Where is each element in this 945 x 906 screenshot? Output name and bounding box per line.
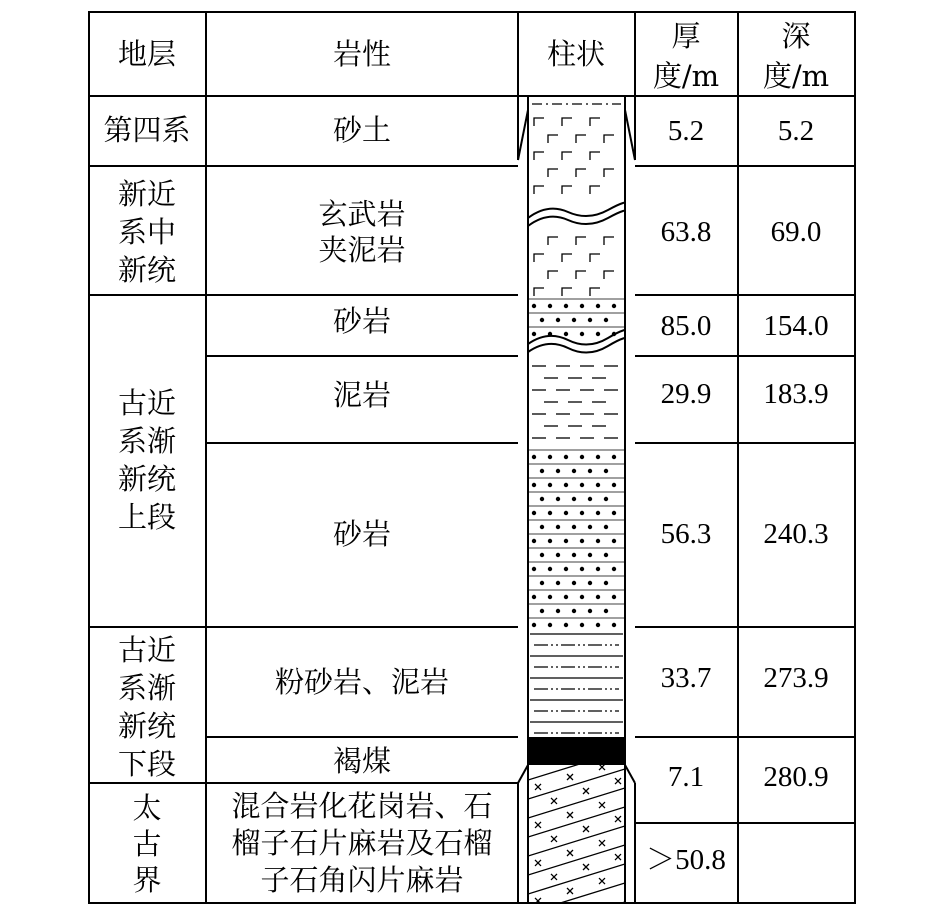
basalt-mark [562,288,572,296]
lithology-row5: 砂岩 [332,517,392,551]
lignite-pattern [528,737,625,765]
gneiss-pattern [528,750,625,906]
sand-dot [556,469,560,473]
sand-dot [596,595,600,599]
gneiss-x [535,860,541,866]
sand-dot [556,581,560,585]
sand-dot [556,553,560,557]
thickness-row6: 33.7 [660,662,712,694]
sand-dot [548,567,552,571]
stratum-oligocene-lower-line2: 系渐 [117,671,177,705]
basalt-mark [534,254,544,262]
sand-dot [604,609,608,613]
basalt-mark [604,135,614,143]
stratum-oligocene-upper-line4: 上段 [117,500,177,534]
stratum-archean-line3: 界 [132,863,162,897]
basalt-mark [576,237,586,245]
depth-row7: 280.9 [763,761,829,793]
gneiss-x [551,836,557,842]
sand-dot [588,469,592,473]
lithology-row3: 砂岩 [332,304,392,338]
gneiss-x [599,840,605,846]
stratum-quaternary: 第四系 [103,113,191,147]
sand-dot [572,469,576,473]
sand-dot [612,595,616,599]
basalt-mark [590,254,600,262]
depth-row6: 273.9 [763,662,829,694]
sand-dot [588,318,592,322]
sand-dot [532,304,536,308]
sand-dot [556,525,560,529]
sand-dot [580,304,584,308]
mudstone-pattern [532,366,618,438]
basalt-mark [590,186,600,194]
header-depth-line2: 度/m [762,59,830,93]
sand-dot [580,511,584,515]
sand-dot [572,497,576,501]
sandstone-pattern-upper [528,299,625,336]
basalt-mark [548,237,558,245]
gneiss-x [567,888,573,894]
gneiss-x [535,784,541,790]
gneiss-x [535,822,541,828]
basalt-mark [604,169,614,177]
sand-dot [596,539,600,543]
sand-dot [548,455,552,459]
unconformity-wave-1 [528,202,628,226]
basalt-mark [590,152,600,160]
header-lithology: 岩性 [332,37,392,71]
sand-dot [588,581,592,585]
sand-dot [580,623,584,627]
sand-dot [564,567,568,571]
basalt-mark [534,186,544,194]
sand-dot [540,609,544,613]
gneiss-x [615,778,621,784]
sand-dot [604,318,608,322]
stratum-neogene-line2: 系中 [117,215,177,249]
sand-dot [556,609,560,613]
basalt-pattern [532,104,621,296]
sand-dot [572,581,576,585]
lithology-row1: 砂土 [332,113,392,147]
thickness-row2: 63.8 [660,216,712,248]
sand-dot [596,567,600,571]
sand-dot [604,469,608,473]
sand-dot [564,455,568,459]
sandstone-pattern-lower [528,450,625,627]
sand-dot [588,609,592,613]
sand-dot [532,623,536,627]
gneiss-x [615,854,621,860]
gneiss-x [583,864,589,870]
gneiss-x [567,850,573,856]
basalt-mark [548,135,558,143]
basalt-mark [562,186,572,194]
thickness-row3: 85.0 [660,310,712,342]
sand-dot [596,623,600,627]
sand-dot [540,318,544,322]
sand-dot [564,539,568,543]
sand-dot [588,497,592,501]
sand-dot [548,623,552,627]
sand-dot [596,332,600,336]
basalt-mark [590,288,600,296]
thickness-row7: 7.1 [667,761,705,793]
lithology-row7: 褐煤 [332,744,392,778]
stratum-archean-line1: 太 [132,791,162,825]
sand-dot [548,304,552,308]
sand-dot [564,304,568,308]
gneiss-x [567,774,573,780]
header-thickness-line1: 厚 [671,19,701,53]
lithology-row2-line1: 玄武岩 [318,197,406,231]
depth-row2: 69.0 [770,216,822,248]
gneiss-x [615,816,621,822]
depth-row1: 5.2 [777,115,815,147]
basalt-mark [534,152,544,160]
sand-dot [612,304,616,308]
sand-dot [596,511,600,515]
sand-dot [532,483,536,487]
sand-dot [572,553,576,557]
header-depth-line1: 深 [781,19,811,53]
sand-dot [596,304,600,308]
sand-dot [612,483,616,487]
sand-dot [572,318,576,322]
basalt-mark [604,271,614,279]
sand-dot [564,623,568,627]
sand-dot [556,497,560,501]
lithology-column [528,104,628,906]
sand-dot [572,525,576,529]
sand-dot [564,511,568,515]
stratum-neogene-line1: 新近 [117,177,177,211]
sand-dot [580,455,584,459]
thickness-row4: 29.9 [660,378,712,410]
sand-dot [548,483,552,487]
sand-dot [604,553,608,557]
sand-dot [580,539,584,543]
depth-row3: 154.0 [763,310,829,342]
stratum-oligocene-lower-line1: 古近 [117,633,177,667]
basalt-mark [534,118,544,126]
sand-dot [564,595,568,599]
sand-dot [580,483,584,487]
sand-dot [540,469,544,473]
sand-dot [604,525,608,529]
stratum-neogene-line3: 新统 [117,253,177,287]
sand-dot [532,455,536,459]
sand-dot [604,581,608,585]
gneiss-x [567,812,573,818]
sand-dot [540,553,544,557]
sand-dot [540,581,544,585]
sand-dot [548,511,552,515]
siltstone-pattern [530,634,623,733]
gneiss-x [583,826,589,832]
lithology-row8-line1: 混合岩化花岗岩、石 [231,789,493,823]
sand-dot [612,539,616,543]
basalt-mark [576,271,586,279]
lithology-row2-line2: 夹泥岩 [318,233,406,267]
lithology-row4: 泥岩 [332,378,392,412]
header-thickness-line2: 度/m [652,59,720,93]
gneiss-x [551,798,557,804]
sand-dot [612,511,616,515]
thickness-row5: 56.3 [660,518,712,550]
gneiss-x [583,788,589,794]
gneiss-x [599,878,605,884]
basalt-mark [576,135,586,143]
gneiss-x [551,874,557,880]
sand-dot [540,525,544,529]
thickness-row8: ＞50.8 [646,844,726,876]
basalt-mark [534,288,544,296]
sand-dot [612,623,616,627]
sand-dot [532,595,536,599]
stratum-oligocene-upper-line2: 系渐 [117,424,177,458]
sand-dot [612,567,616,571]
basalt-mark [562,254,572,262]
sand-dot [604,497,608,501]
sand-dot [564,332,568,336]
basalt-mark [548,271,558,279]
stratum-oligocene-lower-line4: 下段 [117,747,177,781]
basalt-mark [576,169,586,177]
sand-dot [548,595,552,599]
sand-dot [588,553,592,557]
sand-dot [572,609,576,613]
thickness-row1: 5.2 [667,115,705,147]
stratum-oligocene-lower-line3: 新统 [117,709,177,743]
header-stratum: 地层 [117,37,177,71]
sand-dot [532,567,536,571]
sand-dot [612,455,616,459]
depth-row4: 183.9 [763,378,829,410]
sand-dot [532,511,536,515]
gneiss-x [599,802,605,808]
stratum-oligocene-upper-line3: 新统 [117,462,177,496]
sand-dot [532,539,536,543]
header-column: 柱状 [546,37,606,71]
lithology-row6: 粉砂岩、泥岩 [274,665,450,699]
sand-dot [556,318,560,322]
basalt-mark [562,118,572,126]
sand-dot [596,455,600,459]
sand-dot [596,483,600,487]
sand-dot [580,567,584,571]
sand-dot [580,595,584,599]
lithology-row8-line2: 榴子石片麻岩及石榴 [231,826,493,860]
sand-dot [588,525,592,529]
sand-dot [548,539,552,543]
basalt-mark [548,169,558,177]
stratum-oligocene-upper-line1: 古近 [117,386,177,420]
basalt-mark [604,237,614,245]
basalt-mark [562,152,572,160]
sand-dot [564,483,568,487]
sand-dot [580,332,584,336]
sand-dot [540,497,544,501]
depth-row5: 240.3 [763,518,829,550]
sand-dot [532,332,536,336]
basalt-mark [590,118,600,126]
table-grid [89,12,855,903]
stratum-archean-line2: 古 [132,827,162,861]
lithology-row8-line3: 子石角闪片麻岩 [260,863,464,897]
